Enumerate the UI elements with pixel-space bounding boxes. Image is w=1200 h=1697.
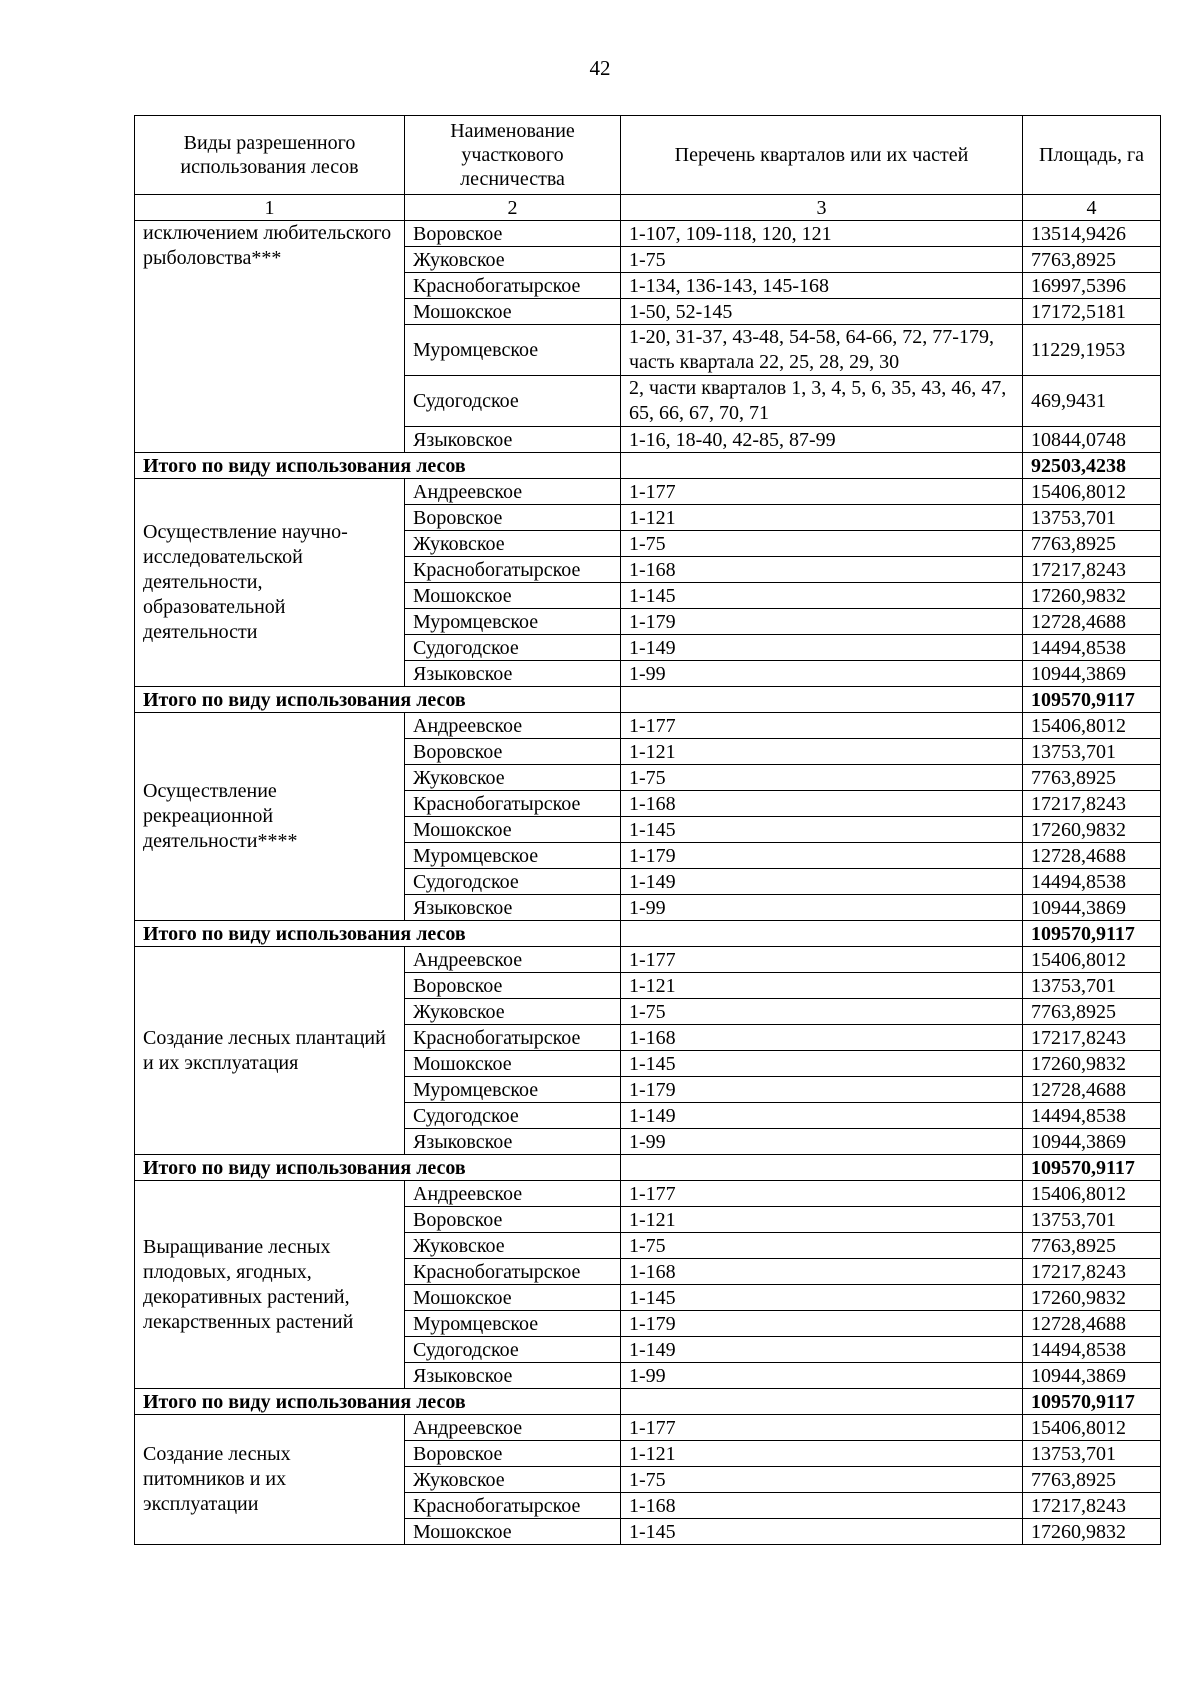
forestry-name-cell: Воровское [405,1441,621,1467]
forestry-name-cell: Мошокское [405,1051,621,1077]
quarters-cell: 1-121 [621,1441,1023,1467]
quarters-cell: 1-145 [621,1051,1023,1077]
area-cell: 17217,8243 [1023,557,1161,583]
area-cell: 15406,8012 [1023,713,1161,739]
area-cell: 10944,3869 [1023,895,1161,921]
area-cell: 7763,8925 [1023,1467,1161,1493]
quarters-cell: 1-149 [621,1103,1023,1129]
area-cell: 10844,0748 [1023,427,1161,453]
table-row [135,479,1161,505]
table-row [135,1181,1161,1207]
forestry-name-cell: Муромцевское [405,609,621,635]
quarters-cell: 1-121 [621,973,1023,999]
quarters-cell: 1-168 [621,1493,1023,1519]
column-number-1: 1 [135,195,405,221]
area-cell: 7763,8925 [1023,531,1161,557]
quarters-cell: 1-75 [621,247,1023,273]
use-type-cell: исключением любительского рыболовства*** [135,221,405,453]
total-area-value: 109570,9117 [1023,687,1161,713]
quarters-cell: 1-177 [621,1415,1023,1441]
header-area: Площадь, га [1023,116,1161,195]
area-cell: 13514,9426 [1023,221,1161,247]
forestry-name-cell: Языковское [405,895,621,921]
forestry-name-cell: Муромцевское [405,325,621,376]
area-cell: 7763,8925 [1023,1233,1161,1259]
area-cell: 11229,1953 [1023,325,1161,376]
forestry-name-cell: Андреевское [405,947,621,973]
column-number-4: 4 [1023,195,1161,221]
column-number-2: 2 [405,195,621,221]
total-empty-cell [621,1389,1023,1415]
forestry-name-cell: Муромцевское [405,843,621,869]
quarters-cell: 1-179 [621,1077,1023,1103]
area-cell: 17260,9832 [1023,817,1161,843]
forestry-name-cell: Краснобогатырское [405,273,621,299]
area-cell: 14494,8538 [1023,1103,1161,1129]
quarters-cell: 1-179 [621,1311,1023,1337]
forestry-name-cell: Судогодское [405,376,621,427]
area-cell: 13753,701 [1023,1441,1161,1467]
quarters-cell: 1-134, 136-143, 145-168 [621,273,1023,299]
forestry-name-cell: Андреевское [405,1415,621,1441]
forestry-name-cell: Муромцевское [405,1311,621,1337]
area-cell: 7763,8925 [1023,765,1161,791]
quarters-cell: 1-168 [621,791,1023,817]
quarters-cell: 1-99 [621,1129,1023,1155]
forestry-name-cell: Жуковское [405,1233,621,1259]
total-area-value: 109570,9117 [1023,1389,1161,1415]
quarters-cell: 1-149 [621,635,1023,661]
quarters-cell: 1-177 [621,479,1023,505]
area-cell: 12728,4688 [1023,1077,1161,1103]
quarters-cell: 1-121 [621,1207,1023,1233]
table-header [135,116,1161,221]
area-cell: 15406,8012 [1023,1181,1161,1207]
forestry-name-cell: Краснобогатырское [405,1259,621,1285]
forestry-name-cell: Жуковское [405,531,621,557]
forestry-name-cell: Воровское [405,221,621,247]
area-cell: 15406,8012 [1023,947,1161,973]
total-area-value: 92503,4238 [1023,453,1161,479]
quarters-cell: 1-16, 18-40, 42-85, 87-99 [621,427,1023,453]
quarters-cell: 1-121 [621,505,1023,531]
area-cell: 15406,8012 [1023,479,1161,505]
header-use-type: Виды разрешенного использования лесов [135,116,405,195]
area-cell: 17260,9832 [1023,1519,1161,1545]
quarters-cell: 1-75 [621,999,1023,1025]
quarters-cell: 1-168 [621,1259,1023,1285]
total-row [135,1155,1161,1181]
forestry-name-cell: Краснобогатырское [405,1025,621,1051]
quarters-cell: 1-145 [621,1285,1023,1311]
forestry-name-cell: Языковское [405,1363,621,1389]
area-cell: 17217,8243 [1023,1025,1161,1051]
quarters-cell: 1-99 [621,661,1023,687]
area-cell: 13753,701 [1023,739,1161,765]
area-cell: 469,9431 [1023,376,1161,427]
quarters-cell: 1-99 [621,1363,1023,1389]
quarters-cell: 1-168 [621,557,1023,583]
header-forestry-name: Наименование участкового лесничества [405,116,621,195]
forestry-name-cell: Воровское [405,1207,621,1233]
total-empty-cell [621,687,1023,713]
quarters-cell: 1-75 [621,1233,1023,1259]
table-row [135,1415,1161,1441]
area-cell: 17172,5181 [1023,299,1161,325]
forestry-name-cell: Воровское [405,505,621,531]
use-type-cell: Создание лесных питомников и их эксплуатации [135,1415,405,1545]
forestry-name-cell: Мошокское [405,1285,621,1311]
area-cell: 13753,701 [1023,505,1161,531]
forestry-name-cell: Мошокское [405,1519,621,1545]
forestry-name-cell: Судогодское [405,1103,621,1129]
forestry-name-cell: Воровское [405,973,621,999]
table-row [135,947,1161,973]
area-cell: 7763,8925 [1023,999,1161,1025]
area-cell: 7763,8925 [1023,247,1161,273]
use-type-cell: Создание лесных плантаций и их эксплуатация [135,947,405,1155]
forestry-name-cell: Судогодское [405,1337,621,1363]
quarters-cell: 1-107, 109-118, 120, 121 [621,221,1023,247]
total-area-value: 109570,9117 [1023,1155,1161,1181]
area-cell: 10944,3869 [1023,661,1161,687]
quarters-cell: 1-145 [621,817,1023,843]
quarters-cell: 1-168 [621,1025,1023,1051]
quarters-cell: 1-121 [621,739,1023,765]
page-number: 42 [589,56,611,80]
area-cell: 17217,8243 [1023,1493,1161,1519]
area-cell: 17217,8243 [1023,1259,1161,1285]
total-empty-cell [621,1155,1023,1181]
forestry-name-cell: Андреевское [405,1181,621,1207]
forestry-name-cell: Жуковское [405,1467,621,1493]
area-cell: 13753,701 [1023,973,1161,999]
use-type-cell: Выращивание лесных плодовых, ягодных, декоративных растений, лекарственных растений [135,1181,405,1389]
quarters-cell: 1-177 [621,1181,1023,1207]
forestry-name-cell: Муромцевское [405,1077,621,1103]
forestry-name-cell: Мошокское [405,817,621,843]
total-area-value: 109570,9117 [1023,921,1161,947]
area-cell: 17260,9832 [1023,1051,1161,1077]
quarters-cell: 1-149 [621,869,1023,895]
area-cell: 17217,8243 [1023,791,1161,817]
total-label: Итого по виду использования лесов [135,921,621,947]
forestry-name-cell: Краснобогатырское [405,557,621,583]
forestry-name-cell: Жуковское [405,765,621,791]
total-row [135,687,1161,713]
use-type-cell: Осуществление рекреационной деятельности**** [135,713,405,921]
forestry-name-cell: Языковское [405,427,621,453]
total-label: Итого по виду использования лесов [135,453,621,479]
forestry-name-cell: Краснобогатырское [405,791,621,817]
quarters-cell: 1-75 [621,531,1023,557]
area-cell: 14494,8538 [1023,635,1161,661]
quarters-cell: 1-179 [621,609,1023,635]
table-row [135,221,1161,247]
forestry-name-cell: Жуковское [405,999,621,1025]
forestry-name-cell: Краснобогатырское [405,1493,621,1519]
quarters-cell: 1-179 [621,843,1023,869]
total-empty-cell [621,453,1023,479]
forestry-name-cell: Языковское [405,661,621,687]
quarters-cell: 1-145 [621,1519,1023,1545]
total-label: Итого по виду использования лесов [135,1389,621,1415]
area-cell: 12728,4688 [1023,843,1161,869]
header-quarters-list: Перечень кварталов или их частей [621,116,1023,195]
quarters-cell: 2, части кварталов 1, 3, 4, 5, 6, 35, 43, 46, 47, 65, 66, 67, 70, 71 [621,376,1023,427]
area-cell: 13753,701 [1023,1207,1161,1233]
area-cell: 17260,9832 [1023,583,1161,609]
forestry-name-cell: Мошокское [405,583,621,609]
quarters-cell: 1-75 [621,765,1023,791]
forestry-name-cell: Мошокское [405,299,621,325]
area-cell: 16997,5396 [1023,273,1161,299]
forestry-name-cell: Жуковское [405,247,621,273]
forest-use-table [134,115,1161,1545]
table-body [135,221,1161,1545]
area-cell: 15406,8012 [1023,1415,1161,1441]
use-type-cell: Осуществление научно-исследовательской деятельности, образовательной деятельности [135,479,405,687]
area-cell: 10944,3869 [1023,1363,1161,1389]
quarters-cell: 1-75 [621,1467,1023,1493]
area-cell: 14494,8538 [1023,1337,1161,1363]
forestry-name-cell: Андреевское [405,479,621,505]
total-row [135,921,1161,947]
quarters-cell: 1-20, 31-37, 43-48, 54-58, 64-66, 72, 77-179, часть квартала 22, 25, 28, 29, 30 [621,325,1023,376]
area-cell: 12728,4688 [1023,1311,1161,1337]
quarters-cell: 1-99 [621,895,1023,921]
quarters-cell: 1-177 [621,713,1023,739]
column-number-3: 3 [621,195,1023,221]
table-row [135,713,1161,739]
quarters-cell: 1-149 [621,1337,1023,1363]
quarters-cell: 1-50, 52-145 [621,299,1023,325]
quarters-cell: 1-177 [621,947,1023,973]
forestry-name-cell: Языковское [405,1129,621,1155]
area-cell: 10944,3869 [1023,1129,1161,1155]
quarters-cell: 1-145 [621,583,1023,609]
total-empty-cell [621,921,1023,947]
area-cell: 14494,8538 [1023,869,1161,895]
total-label: Итого по виду использования лесов [135,687,621,713]
area-cell: 12728,4688 [1023,609,1161,635]
forestry-name-cell: Андреевское [405,713,621,739]
forestry-name-cell: Судогодское [405,635,621,661]
area-cell: 17260,9832 [1023,1285,1161,1311]
forestry-name-cell: Судогодское [405,869,621,895]
forestry-name-cell: Воровское [405,739,621,765]
total-label: Итого по виду использования лесов [135,1155,621,1181]
total-row [135,1389,1161,1415]
total-row [135,453,1161,479]
